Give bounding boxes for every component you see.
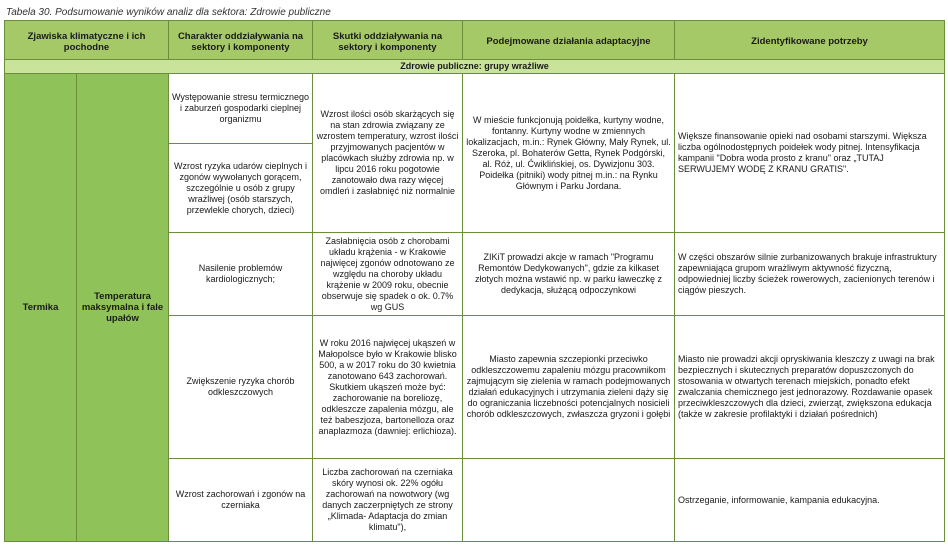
header-phenomena: Zjawiska klimatyczne i ich pochodne [5, 21, 169, 63]
header-needs: Zidentyfikowane potrzeby [675, 21, 945, 63]
actions-cell [463, 459, 675, 542]
actions-cell: Miasto zapewnia szczepionki przeciwko odkleszczowemu zapaleniu mózgu pracownikom zajmującym się zielenia w ramach podejmowanych działań edukacyjnych i utrzymania zieleni dąży się do ograniczania liczebności potencjalnych nosicieli chorób odkleszczowych, zwłaszcza gryzoni i gołębi [463, 316, 675, 459]
phenomenon-cell: Termika [5, 74, 77, 542]
table-caption: Tabela 30. Podsumowanie wyników analiz dla sektora: Zdrowie publiczne [6, 7, 331, 18]
actions-cell: ZIKiT prowadzi akcje w ramach "Programu Remontów Dedykowanych", gdzie za kilkaset złotych można wstawić np. w parku ławeczkę z dedykacja, służącą odpoczynkowi [463, 233, 675, 316]
results-table [4, 20, 945, 63]
header-effects: Skutki oddziaływania na sektory i komponenty [313, 21, 463, 63]
sub-phenomenon-cell: Temperatura maksymalna i fale upałów [77, 74, 169, 542]
character-cell: Nasilenie problemów kardiologicznych; [169, 233, 313, 316]
effects-cell: Zasłabnięcia osób z chorobami układu krążenia - w Krakowie najwięcej zgonów odnotowano ze względu na choroby układu krążenie w 2009 roku, obecnie obserwuje się spadek o ok. 0.7% wg GUS [313, 233, 463, 316]
needs-cell: Ostrzeganie, informowanie, kampania edukacyjna. [675, 459, 945, 542]
table-row [5, 74, 945, 144]
effects-cell: W roku 2016 najwięcej ukąszeń w Małopolsce było w Krakowie blisko 500, a w 2017 roku do 30 kwietnia zanotowano 643 zachorowań. Skutkiem ukąszeń może być: zachorowanie na boreliozę, odkleszcze zapalenia mózgu, ale też babeszjoza, bartonelloza oraz anaplazmoza (dawniej: erlichioza). [313, 316, 463, 459]
needs-cell: Większe finansowanie opieki nad osobami starszymi. Większa liczba ogólnodostępnych poidełek wody pitnej. Intensyfikacja kampanii "Dobra woda prosto z kranu" oraz „TUTAJ SERWUJEMY WODĘ Z KRANU GRATIS". [675, 74, 945, 233]
character-cell: Zwiększenie ryzyka chorób odkleszczowych [169, 316, 313, 459]
section-title: Zdrowie publiczne: grupy wrażliwe [5, 60, 945, 74]
needs-cell: W części obszarów silnie zurbanizowanych brakuje infrastruktury zapewniająca grupom wrażliwym aktywność fizyczną, odpowiedniej liczby ścieżek rowerowych, zacienionych terenów i ciągów pieszych. [675, 233, 945, 316]
character-cell: Występowanie stresu termicznego i zaburzeń gospodarki cieplnej organizmu [169, 74, 313, 144]
character-cell: Wzrost zachorowań i zgonów na czerniaka [169, 459, 313, 542]
header-row [5, 21, 945, 63]
header-actions: Podejmowane działania adaptacyjne [463, 21, 675, 63]
effects-cell: Wzrost ilości osób skarżących się na stan zdrowia związany ze wzrostem temperatury, wzrost ilości przyjmowanych pacjentów w placówkach służby zdrowia np. w lipcu 2016 roku pogotowie zanotowało dwa razy więcej omdleń i zasłabnięć niż normalnie [313, 74, 463, 233]
effects-cell: Liczba zachorowań na czerniaka skóry wynosi ok. 22% ogółu zachorowań na nowotwory (wg danych zaczerpniętych ze strony „Klimada- Adaptacja do zmian klimatu"), [313, 459, 463, 542]
section-row [5, 60, 945, 74]
header-character: Charakter oddziaływania na sektory i komponenty [169, 21, 313, 63]
results-body [4, 59, 945, 542]
actions-cell: W mieście funkcjonują poidełka, kurtyny wodne, fontanny. Kurtyny wodne w zmiennych lokalizacjach, m.in.: Rynek Główny, Mały Rynek, ul. Szeroka, pl. Bohaterów Getta, Rynek Podgórski, al. Róż, ul. Ćwiklińskiej, os. Dywizjonu 303. Poidełka (pitniki) wody pitnej m.in.: na Rynku Głównym i Parku Jordana. [463, 74, 675, 233]
needs-cell: Miasto nie prowadzi akcji opryskiwania kleszczy z uwagi na brak bezpiecznych i skutecznych preparatów dopuszczonych do stosowania w otwartych terenach miejskich, ponadto efekt zwalczania chemicznego jest jednorazowy. Rozdawanie opasek przeciwkleszczowych dla dzieci, zwierząt, zwiększona edukacja (także w zakresie profilaktyki i działań pośrednich) [675, 316, 945, 459]
character-cell: Wzrost ryzyka udarów cieplnych i zgonów wywołanych gorącem, szczególnie u osób z grupy wrażliwej (osób starszych, przewlekle chorych, dzieci) [169, 144, 313, 233]
